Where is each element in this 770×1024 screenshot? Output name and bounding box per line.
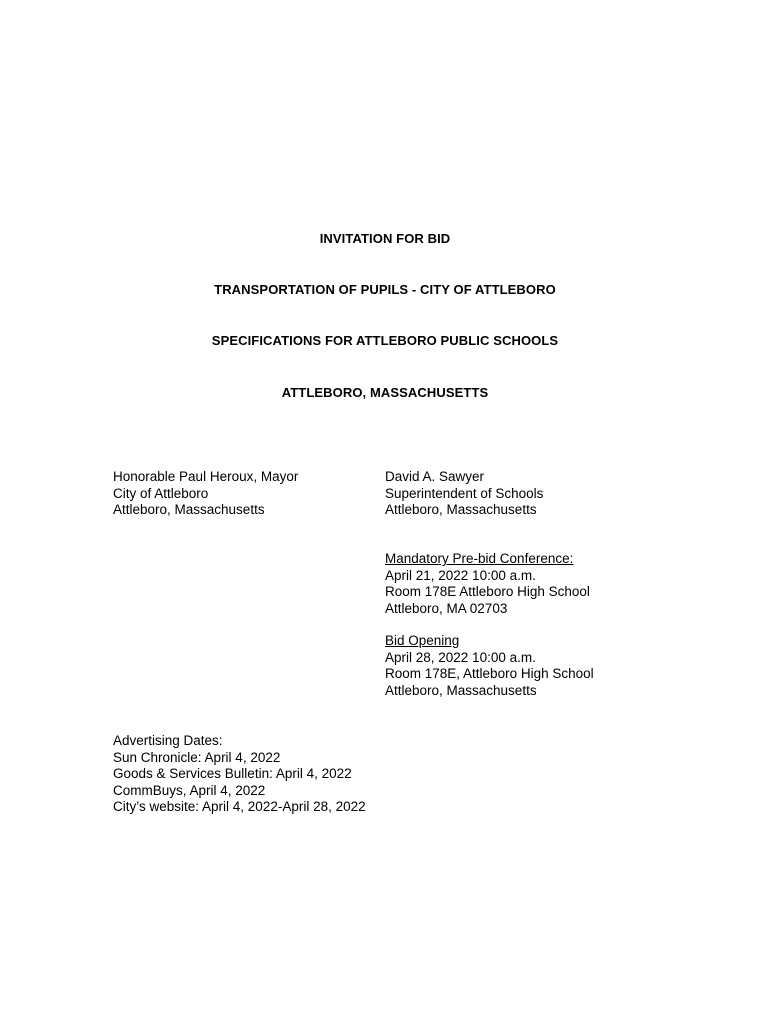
bid-opening-room: Room 178E, Attleboro High School	[385, 666, 594, 681]
title-specifications: SPECIFICATIONS FOR ATTLEBORO PUBLIC SCHOOLS	[211, 333, 559, 348]
conference-city: Attleboro, MA 02703	[385, 600, 508, 616]
advertising-block	[113, 733, 366, 816]
title-location: ATTLEBORO, MASSACHUSETTS	[281, 385, 489, 400]
conference-date: April 21, 2022 10:00 a.m.	[385, 567, 536, 583]
bid-opening-date: April 28, 2022 10:00 a.m.	[385, 649, 536, 665]
title-transportation: TRANSPORTATION OF PUPILS - CITY OF ATTLEBORO	[214, 282, 556, 297]
mayor-name: Honorable Paul Heroux, Mayor	[113, 469, 299, 484]
superintendent-name: David A. Sawyer	[385, 469, 485, 484]
mayor-block	[113, 469, 298, 519]
advertising-heading: Advertising Dates:	[113, 733, 223, 748]
advertising-item: City’s website: April 4, 2022-April 28, 2022	[113, 799, 366, 814]
superintendent-location: Attleboro, Massachusetts	[385, 502, 537, 517]
mayor-city: City of Attleboro	[113, 485, 209, 501]
advertising-item: Goods & Services Bulletin: April 4, 2022	[113, 766, 352, 781]
advertising-item: CommBuys, April 4, 2022	[113, 782, 266, 798]
advertising-item: Sun Chronicle: April 4, 2022	[113, 749, 281, 765]
bid-opening-heading: Bid Opening	[385, 633, 460, 648]
superintendent-block	[385, 469, 543, 519]
title-invitation: INVITATION FOR BID	[319, 231, 451, 246]
conference-heading: Mandatory Pre-bid Conference:	[385, 551, 574, 566]
bid-opening-block	[385, 633, 594, 699]
bid-opening-city: Attleboro, Massachusetts	[385, 682, 537, 698]
conference-room: Room 178E Attleboro High School	[385, 584, 590, 599]
superintendent-title: Superintendent of Schools	[385, 485, 544, 501]
conference-block	[385, 551, 590, 617]
mayor-state: Attleboro, Massachusetts	[113, 502, 265, 517]
